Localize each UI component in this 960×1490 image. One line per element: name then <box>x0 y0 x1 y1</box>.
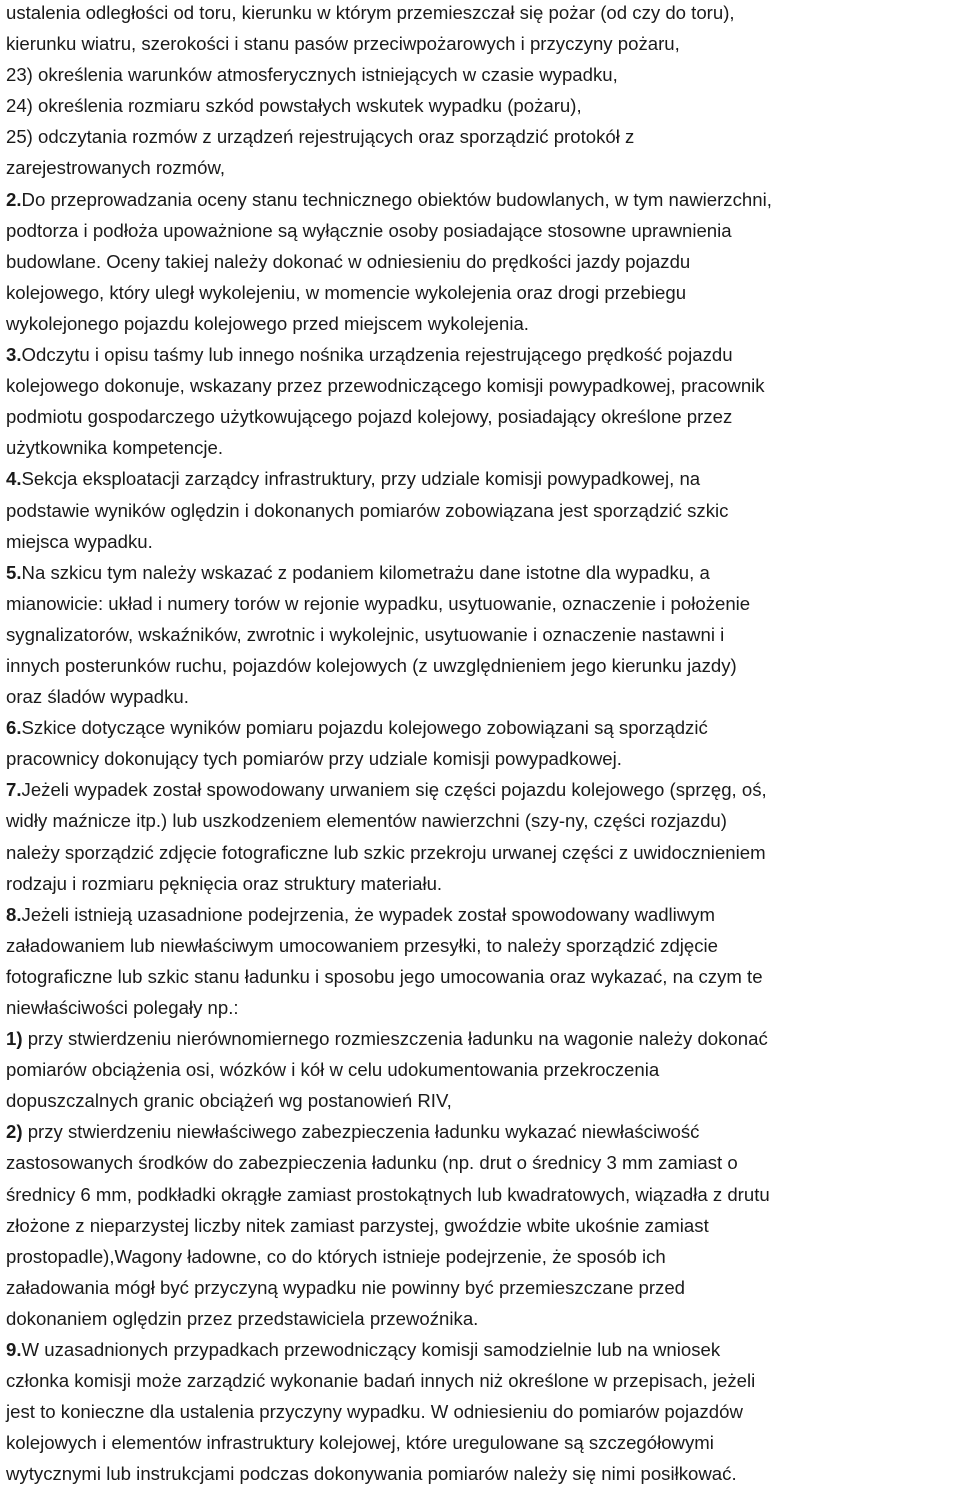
text-line <box>6 184 956 215</box>
item-number: 1) <box>6 1028 23 1050</box>
text-line <box>6 1427 956 1458</box>
line-text: sygnalizatorów, wskaźników, zwrotnic i wykolejnic, usytuowanie i oznaczenie nastawni i <box>6 623 725 645</box>
text-line <box>6 650 956 681</box>
line-text: należy sporządzić zdjęcie fotograficzne lub szkic przekroju urwanej części z uwidocznieniem <box>6 841 766 863</box>
item-number: 6. <box>6 717 22 739</box>
line-text: średnicy 6 mm, podkładki okrągłe zamiast prostokątnych lub kwadratowych, wiązadła z drutu <box>6 1183 770 1205</box>
item-number: 4. <box>6 468 22 490</box>
line-text: oraz śladów wypadku. <box>6 686 189 708</box>
line-text: Odczytu i opisu taśmy lub innego nośnika urządzenia rejestrującego prędkość pojazdu <box>21 344 733 366</box>
text-line <box>6 1396 956 1427</box>
text-line <box>6 1085 956 1116</box>
text-line <box>6 1303 956 1334</box>
line-text: dopuszczalnych granic obciążeń wg postanowień RIV, <box>6 1090 452 1112</box>
text-line <box>6 805 956 836</box>
text-line <box>6 1272 956 1303</box>
line-text: dokonaniem oględzin przez przedstawiciela przewoźnika. <box>6 1307 479 1329</box>
text-line <box>6 401 956 432</box>
line-text: rodzaju i rozmiaru pęknięcia oraz struktury materiału. <box>6 872 443 894</box>
line-text: Na szkicu tym należy wskazać z podaniem kilometrażu dane istotne dla wypadku, a <box>21 561 710 583</box>
text-line <box>6 28 956 59</box>
text-line <box>6 1116 956 1147</box>
line-text: innych posterunków ruchu, pojazdów kolejowych (z uwzględnieniem jego kierunku jazdy) <box>6 654 737 676</box>
text-line <box>6 930 956 961</box>
text-line <box>6 1458 956 1489</box>
text-line <box>6 90 956 121</box>
text-line <box>6 0 956 28</box>
item-number: 7. <box>6 779 22 801</box>
text-line <box>6 526 956 557</box>
line-text: jest to konieczne dla ustalenia przyczyny wypadku. W odniesieniu do pomiarów pojazdów <box>6 1401 743 1423</box>
text-line <box>6 432 956 463</box>
line-text: kolejowych i elementów infrastruktury kolejowej, które uregulowane są szczegółowymi <box>6 1432 714 1454</box>
line-text: kolejowego dokonuje, wskazany przez przewodniczącego komisji powypadkowej, pracownik <box>6 375 765 397</box>
text-line <box>6 308 956 339</box>
text-line <box>6 215 956 246</box>
text-line <box>6 837 956 868</box>
text-line <box>6 619 956 650</box>
text-line <box>6 1179 956 1210</box>
line-text: fotograficzne lub szkic stanu ładunku i sposobu jego umocowania oraz wykazać, na czym te <box>6 965 763 987</box>
line-text: Do przeprowadzania oceny stanu technicznego obiektów budowlanych, w tym nawierzchni, <box>21 188 772 210</box>
line-text: załadowaniem lub niewłaściwym umocowaniem przesyłki, to należy sporządzić zdjęcie <box>6 934 719 956</box>
line-text: kierunku wiatru, szerokości i stanu pasów przeciwpożarowych i przyczyny pożaru, <box>6 33 680 55</box>
line-text: mianowicie: układ i numery torów w rejonie wypadku, usytuowanie, oznaczenie i położenie <box>6 592 751 614</box>
line-text: zastosowanych środków do zabezpieczenia ładunku (np. drut o średnicy 3 mm zamiast o <box>6 1152 738 1174</box>
text-line <box>6 774 956 805</box>
item-number: 3. <box>6 344 22 366</box>
text-line <box>6 121 956 152</box>
document-body <box>6 0 956 1490</box>
line-text: wytycznymi lub instrukcjami podczas dokonywania pomiarów należy się nimi posiłkować. <box>6 1463 737 1485</box>
text-line <box>6 246 956 277</box>
text-line <box>6 59 956 90</box>
line-text: zarejestrowanych rozmów, <box>6 157 226 179</box>
line-text: 23) określenia warunków atmosferycznych istniejących w czasie wypadku, <box>6 64 618 86</box>
text-line <box>6 1147 956 1178</box>
item-number: 9. <box>6 1339 22 1361</box>
text-line <box>6 868 956 899</box>
text-line <box>6 1210 956 1241</box>
line-text: złożone z nieparzystej liczby nitek zamiast parzystej, gwoździe wbite ukośnie zamiast <box>6 1214 709 1236</box>
line-text: użytkownika kompetencje. <box>6 437 224 459</box>
item-number: 8. <box>6 903 22 925</box>
text-line <box>6 743 956 774</box>
item-number: 5. <box>6 561 22 583</box>
line-text: kolejowego, który uległ wykolejeniu, w momencie wykolejenia oraz drogi przebiegu <box>6 281 687 303</box>
text-line <box>6 1023 956 1054</box>
line-text: ustalenia odległości od toru, kierunku w którym przemieszczał się pożar (od czy do toru), <box>6 2 735 23</box>
text-line <box>6 557 956 588</box>
line-text: 24) określenia rozmiaru szkód powstałych wskutek wypadku (pożaru), <box>6 95 582 117</box>
text-line <box>6 1365 956 1396</box>
line-text: budowlane. Oceny takiej należy dokonać w odniesieniu do prędkości jazdy pojazdu <box>6 250 691 272</box>
text-line <box>6 1334 956 1365</box>
line-text: przy stwierdzeniu nierównomiernego rozmieszczenia ładunku na wagonie należy dokonać <box>22 1028 768 1050</box>
line-text: podstawie wyników oględzin i dokonanych pomiarów zobowiązana jest sporządzić szkic <box>6 499 729 521</box>
text-line <box>6 961 956 992</box>
line-text: Sekcja eksploatacji zarządcy infrastruktury, przy udziale komisji powypadkowej, na <box>21 468 701 490</box>
text-line <box>6 992 956 1023</box>
line-text: podmiotu gospodarczego użytkowującego pojazd kolejowy, posiadający określone przez <box>6 406 733 428</box>
line-text: Szkice dotyczące wyników pomiaru pojazdu kolejowego zobowiązani są sporządzić <box>21 717 708 739</box>
line-text: przy stwierdzeniu niewłaściwego zabezpieczenia ładunku wykazać niewłaściwość <box>22 1121 700 1143</box>
text-line <box>6 712 956 743</box>
item-number: 2. <box>6 188 22 210</box>
text-line <box>6 339 956 370</box>
line-text: niewłaściwości polegały np.: <box>6 997 239 1018</box>
text-line <box>6 152 956 183</box>
text-line <box>6 370 956 401</box>
line-text: Jeżeli wypadek został spowodowany urwaniem się części pojazdu kolejowego (sprzęg, oś, <box>21 779 767 801</box>
line-text: członka komisji może zarządzić wykonanie badań innych niż określone w przepisach, jeżeli <box>6 1370 756 1392</box>
line-text: prostopadle),Wagony ładowne, co do których istnieje podejrzenie, że sposób ich <box>6 1245 666 1267</box>
line-text: Jeżeli istnieją uzasadnione podejrzenia, że wypadek został spowodowany wadliwym <box>21 903 716 925</box>
line-text: widły maźnicze itp.) lub uszkodzeniem elementów nawierzchni (szy-ny, części rozjazdu) <box>6 810 727 832</box>
line-text: miejsca wypadku. <box>6 530 153 552</box>
text-line <box>6 1054 956 1085</box>
line-text: załadowania mógł być przyczyną wypadku nie powinny być przemieszczane przed <box>6 1276 686 1298</box>
line-text: pomiarów obciążenia osi, wózków i kół w celu udokumentowania przekroczenia <box>6 1059 660 1081</box>
text-line <box>6 463 956 494</box>
line-text: pracownicy dokonujący tych pomiarów przy udziale komisji powypadkowej. <box>6 748 622 770</box>
line-text: wykolejonego pojazdu kolejowego przed miejscem wykolejenia. <box>6 312 529 334</box>
text-line <box>6 277 956 308</box>
item-number: 2) <box>6 1121 23 1143</box>
line-text: W uzasadnionych przypadkach przewodniczący komisji samodzielnie lub na wniosek <box>21 1339 721 1361</box>
line-text: 25) odczytania rozmów z urządzeń rejestrujących oraz sporządzić protokół z <box>6 126 635 148</box>
line-text: podtorza i podłoża upoważnione są wyłącznie osoby posiadające stosowne uprawnienia <box>6 219 732 241</box>
text-line <box>6 681 956 712</box>
text-line <box>6 1241 956 1272</box>
text-line <box>6 588 956 619</box>
text-line <box>6 899 956 930</box>
text-line <box>6 495 956 526</box>
